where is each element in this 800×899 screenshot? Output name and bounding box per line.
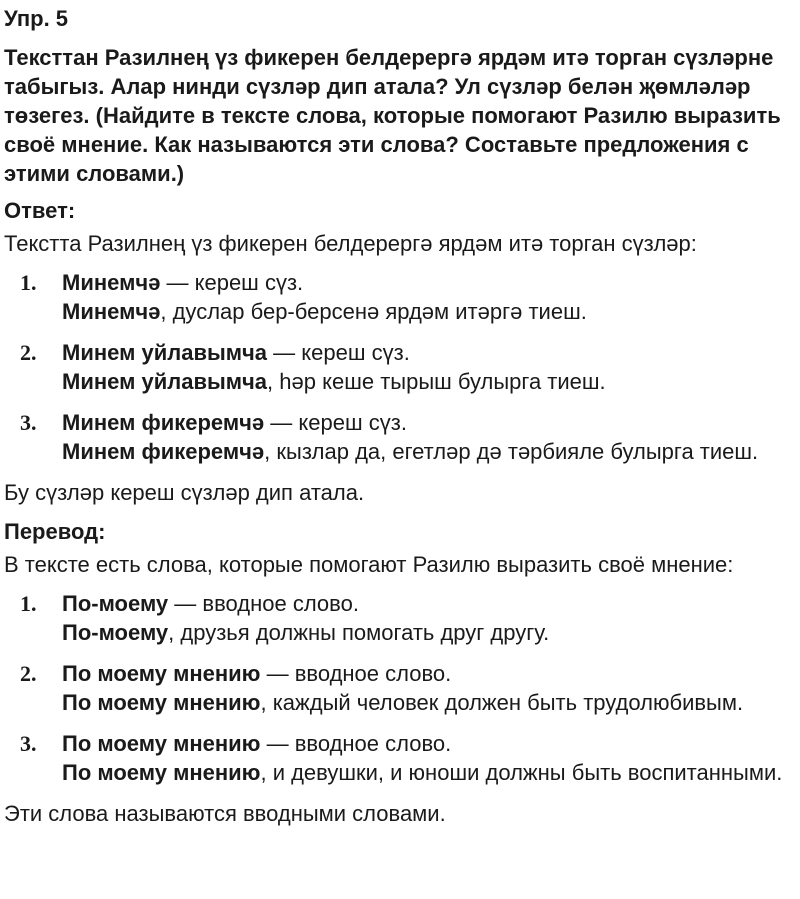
item-number: 1. [20,270,37,295]
item-number: 3. [20,410,37,435]
example-rest: , һәр кеше тырыш булырга тиеш. [267,369,606,394]
item-def: — вводное слово. [168,591,359,616]
item-number: 3. [20,731,37,756]
item-example [62,437,794,466]
item-definition [62,659,794,688]
translation-item-3 [4,729,794,787]
answer-item-2 [4,338,794,396]
example-term: По моему мнению [62,760,261,785]
item-term: Минем фикеремчә [62,410,265,435]
example-term: По-моему [62,620,169,645]
item-definition [62,338,794,367]
item-number: 2. [20,661,37,686]
item-example [62,618,794,647]
item-definition [62,589,794,618]
item-term: По моему мнению [62,731,261,756]
item-example [62,297,794,326]
item-def: — кереш сүз. [264,410,407,435]
exercise-title: Упр. 5 [4,6,69,31]
item-definition [62,268,794,297]
example-rest: , друзья должны помогать друг другу. [168,620,550,645]
item-def: — кереш сүз. [267,340,410,365]
item-term: По моему мнению [62,661,261,686]
translation-list [4,589,794,787]
answer-item-1 [4,268,794,326]
item-example [62,367,794,396]
item-term: По-моему [62,591,169,616]
translation-item-1 [4,589,794,647]
item-def: — кереш сүз. [160,270,304,295]
item-term: Минемчә [62,270,161,295]
item-number: 2. [20,340,37,365]
task-text: Тексттан Разилнең үз фикерен белдерергә ярдәм итә торган сүзләрне табыгыз. Алар нинди сүзләр дип атала? Ул сүзләр белән җөмләләр төзегез. (Найдите в тексте слова, которые помогают Разилю выразить своё мнение. Как называются эти слова? Составьте предложения с этими словами.) [4,45,781,186]
item-def: — вводное слово. [260,661,452,686]
example-term: Минем уйлавымча [62,369,268,394]
item-definition [62,408,794,437]
translation-item-2 [4,659,794,717]
item-definition [62,729,794,758]
answer-item-3 [4,408,794,466]
example-rest: , кызлар да, егетләр дә тәрбияле булырга тиеш. [264,439,759,464]
item-term: Минем уйлавымча [62,340,268,365]
answer-outro: Бу сүзләр кереш сүзләр дип атала. [4,480,365,505]
answer-list [4,268,794,466]
translation-outro: Эти слова называются вводными словами. [4,801,446,826]
answer-heading: Ответ: [4,198,76,223]
example-rest: , дуслар бер-берсенә ярдәм итәргә тиеш. [160,299,587,324]
example-rest: , каждый человек должен быть трудолюбивым. [260,690,744,715]
answer-intro: Текстта Разилнең үз фикерен белдерергә ярдәм итә торган сүзләр: [4,231,697,256]
translation-heading: Перевод: [4,519,106,544]
item-def: — вводное слово. [260,731,452,756]
example-term: По моему мнению [62,690,261,715]
example-term: Минем фикеремчә [62,439,265,464]
example-rest: , и девушки, и юноши должны быть воспитанными. [260,760,783,785]
item-number: 1. [20,591,37,616]
item-example [62,688,794,717]
translation-intro: В тексте есть слова, которые помогают Разилю выразить своё мнение: [4,552,734,577]
item-example [62,758,794,787]
example-term: Минемчә [62,299,161,324]
